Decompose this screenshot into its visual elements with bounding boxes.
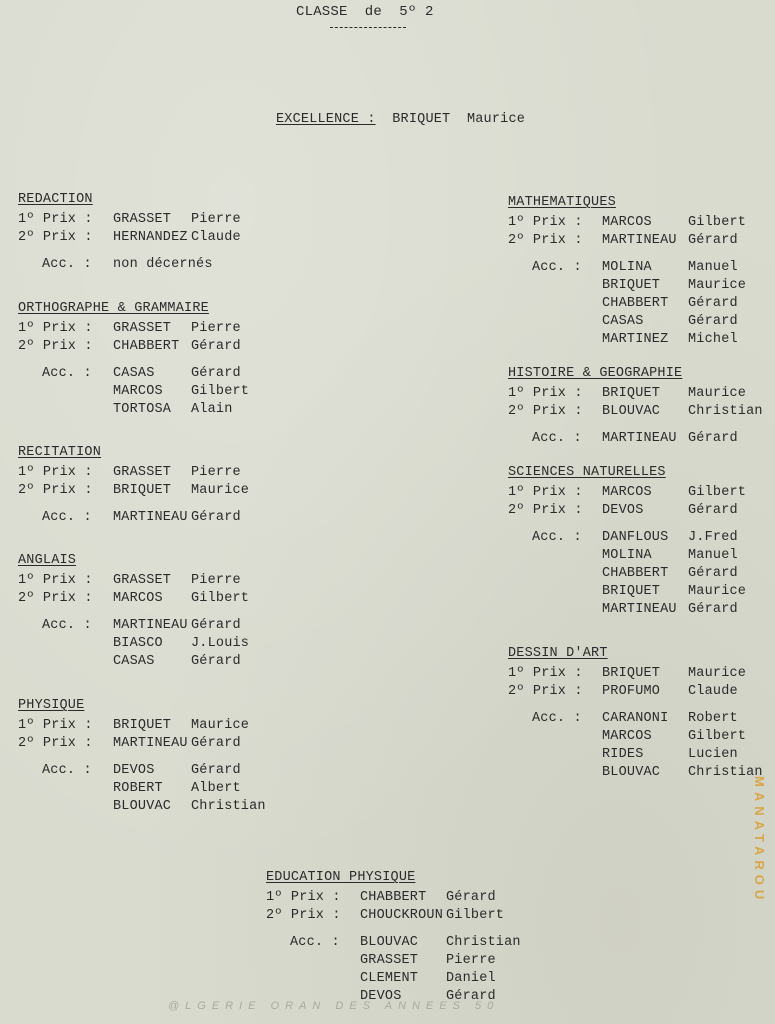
prize-row: 1º Prix : BRIQUET Maurice <box>18 718 250 733</box>
section-heading: RECITATION <box>18 445 102 460</box>
section-anglais <box>18 552 249 671</box>
prize-row: 1º Prix : BRIQUET Maurice <box>508 666 747 681</box>
excellence-line <box>276 112 525 127</box>
title-underline-divider <box>330 27 406 28</box>
accessit-row: Acc. : non décernés <box>42 257 213 272</box>
section-heading: MATHEMATIQUES <box>508 195 616 210</box>
prize-row: 2º Prix : CHABBERT Gérard <box>18 339 241 354</box>
section-heading: DESSIN D'ART <box>508 646 608 661</box>
accessit-row: CLEMENT Daniel <box>360 971 496 986</box>
footer-watermark: @LGERIE ORAN DES ANNEES 50 <box>168 1000 500 1012</box>
prize-row: 1º Prix : GRASSET Pierre <box>18 465 241 480</box>
accessit-row: ROBERT Albert <box>113 781 241 796</box>
accessit-row: Acc. : CARANONI Robert <box>532 711 738 726</box>
accessit-row: BLOUVAC Christian <box>602 765 763 780</box>
section-mathematiques <box>508 194 746 349</box>
prize-row: 2º Prix : BLOUVAC Christian <box>508 404 763 419</box>
accessit-row: BLOUVAC Christian <box>113 799 266 814</box>
prize-row: 2º Prix : HERNANDEZ Claude <box>18 230 241 245</box>
accessit-row: CASAS Gérard <box>113 654 241 669</box>
accessit-row: BRIQUET Maurice <box>602 278 747 293</box>
accessit-row: TORTOSA Alain <box>113 402 233 417</box>
accessit-row: GRASSET Pierre <box>360 953 496 968</box>
accessit-row: Acc. : DEVOS Gérard <box>42 763 241 778</box>
prize-row: 2º Prix : MARTINEAU Gérard <box>508 233 738 248</box>
excellence-name: BRIQUET Maurice <box>392 112 526 127</box>
accessit-row: CHABBERT Gérard <box>602 296 738 311</box>
accessit-row: Acc. : MOLINA Manuel <box>532 260 738 275</box>
accessit-row: Acc. : CASAS Gérard <box>42 366 241 381</box>
accessit-row: MARTINEAU Gérard <box>602 602 738 617</box>
section-dessin-art <box>508 645 763 782</box>
section-recitation <box>18 444 249 527</box>
accessit-row: Acc. : MARTINEAU Gérard <box>42 618 241 633</box>
prize-row: 2º Prix : DEVOS Gérard <box>508 503 738 518</box>
accessit-row: CASAS Gérard <box>602 314 738 329</box>
prize-row: 1º Prix : GRASSET Pierre <box>18 212 241 227</box>
accessit-row: MOLINA Manuel <box>602 548 738 563</box>
section-heading: ORTHOGRAPHE & GRAMMAIRE <box>18 301 209 316</box>
prize-row: 1º Prix : MARCOS Gilbert <box>508 485 747 500</box>
document-title: CLASSE de 5º 2 <box>296 4 434 20</box>
section-education-physique <box>266 869 521 1006</box>
prize-row: 1º Prix : GRASSET Pierre <box>18 321 241 336</box>
section-heading: PHYSIQUE <box>18 698 85 713</box>
prize-row: 2º Prix : PROFUMO Claude <box>508 684 738 699</box>
prize-row: 2º Prix : MARCOS Gilbert <box>18 591 250 606</box>
accessit-row: MARTINEZ Michel <box>602 332 738 347</box>
prize-row: 1º Prix : GRASSET Pierre <box>18 573 241 588</box>
section-histoire-geographie <box>508 365 763 448</box>
accessit-row: Acc. : MARTINEAU Gérard <box>42 510 241 525</box>
accessit-row: Acc. : MARTINEAU Gérard <box>532 431 738 446</box>
accessit-row: RIDES Lucien <box>602 747 738 762</box>
accessit-row: CHABBERT Gérard <box>602 566 738 581</box>
section-redaction <box>18 191 241 274</box>
accessit-row: BIASCO J.Louis <box>113 636 250 651</box>
excellence-label: EXCELLENCE : <box>276 112 376 127</box>
section-heading: ANGLAIS <box>18 553 77 568</box>
prize-row: 2º Prix : MARTINEAU Gérard <box>18 736 241 751</box>
accessit-row: Acc. : BLOUVAC Christian <box>290 935 521 950</box>
section-physique <box>18 697 266 816</box>
accessit-row: MARCOS Gilbert <box>113 384 250 399</box>
accessit-row: Acc. : DANFLOUS J.Fred <box>532 530 738 545</box>
prize-row: 1º Prix : MARCOS Gilbert <box>508 215 747 230</box>
section-heading: HISTOIRE & GEOGRAPHIE <box>508 366 683 381</box>
accessit-row: MARCOS Gilbert <box>602 729 747 744</box>
prize-row: 1º Prix : BRIQUET Maurice <box>508 386 747 401</box>
section-sciences-naturelles <box>508 464 746 619</box>
margin-watermark-text: MANATAROU <box>752 776 767 905</box>
prize-row: 1º Prix : CHABBERT Gérard <box>266 890 496 905</box>
section-heading: EDUCATION PHYSIQUE <box>266 870 416 885</box>
section-orthographe-grammaire <box>18 300 249 419</box>
accessit-row: BRIQUET Maurice <box>602 584 747 599</box>
prize-row: 2º Prix : CHOUCKROUN Gilbert <box>266 908 505 923</box>
section-heading: SCIENCES NATURELLES <box>508 465 666 480</box>
accessit-row: DEVOS Gérard <box>360 989 496 1004</box>
prize-row: 2º Prix : BRIQUET Maurice <box>18 483 250 498</box>
section-heading: REDACTION <box>18 192 93 207</box>
